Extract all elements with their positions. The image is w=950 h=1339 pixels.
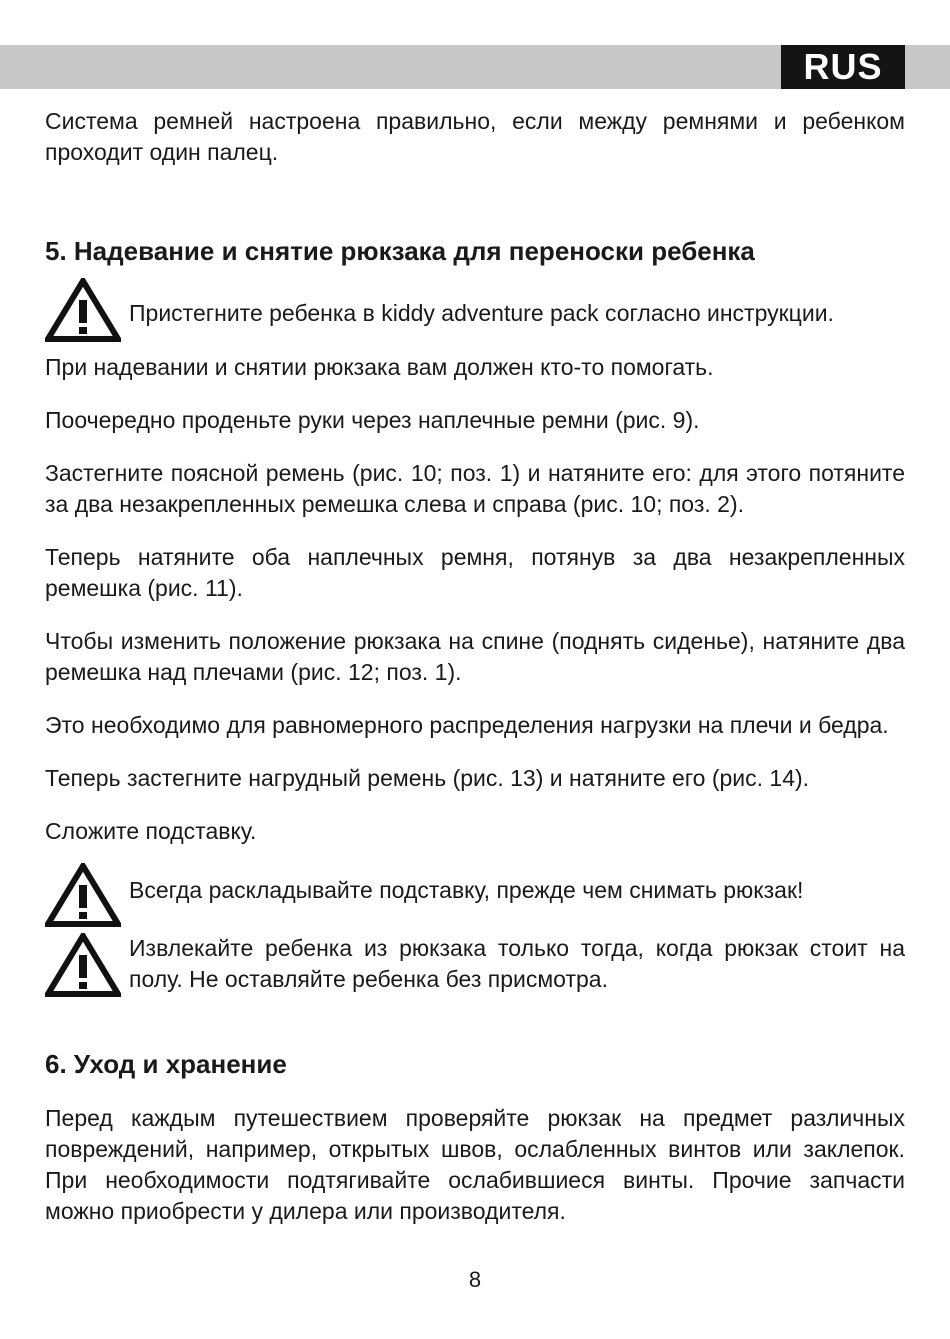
paragraph-helper: При надевании и снятии рюкзака вам должен кто-то помогать. xyxy=(45,354,714,380)
paragraph-care: Перед каждым путешествием проверяйте рюкзак на предмет различных повреждений, например, открытых швов, ослабленных винтов или заклепок. При необходимости подтягивайте ослабившиеся винты. Прочие запчасти можно приобрести у дилера или производителя. xyxy=(45,1105,905,1224)
page-number: 8 xyxy=(468,1267,482,1292)
warning-3-text: Извлекайте ребенка из рюкзака только тогда, когда рюкзак стоит на полу. Не оставляйте ребенка без присмотра. xyxy=(129,935,905,992)
paragraph-stand: Сложите подставку. xyxy=(45,818,257,844)
warning-1 xyxy=(45,278,905,342)
paragraph-load: Это необходимо для равномерного распределения нагрузки на плечи и бедра. xyxy=(45,712,889,738)
warning-triangle-icon xyxy=(45,863,121,927)
paragraph-arms: Поочередно проденьте руки через наплечные ремни (рис. 9). xyxy=(45,407,700,433)
warning-2 xyxy=(45,863,905,927)
paragraph-shoulder-straps: Теперь натяните оба наплечных ремня, потянув за два незакрепленных ремешка (рис. 11). xyxy=(45,544,905,601)
paragraph-position: Чтобы изменить положение рюкзака на спине (поднять сиденье), натяните два ремешка над плечами (рис. 12; поз. 1). xyxy=(45,628,905,685)
paragraph-chest-belt: Теперь застегните нагрудный ремень (рис. 13) и натяните его (рис. 14). xyxy=(45,765,810,791)
intro-paragraph: Система ремней настроена правильно, если между ремнями и ребенком проходит один палец. xyxy=(45,108,905,165)
warning-3 xyxy=(45,933,905,997)
warning-triangle-icon xyxy=(45,278,121,342)
section-6-heading: 6. Уход и хранение xyxy=(45,1049,287,1079)
language-badge: RUS xyxy=(781,45,905,89)
warning-triangle-icon xyxy=(45,933,121,997)
paragraph-waist-belt: Застегните поясной ремень (рис. 10; поз. 1) и натяните его: для этого потяните за два незакрепленных ремешка слева и справа (рис. 10; поз. 2). xyxy=(45,460,905,517)
warning-2-text: Всегда раскладывайте подставку, прежде чем снимать рюкзак! xyxy=(129,877,804,903)
page-content xyxy=(45,106,905,1227)
warning-1-text: Пристегните ребенка в kiddy adventure pack согласно инструкции. xyxy=(129,300,834,326)
section-5-heading: 5. Надевание и снятие рюкзака для переноски ребенка xyxy=(45,236,755,266)
